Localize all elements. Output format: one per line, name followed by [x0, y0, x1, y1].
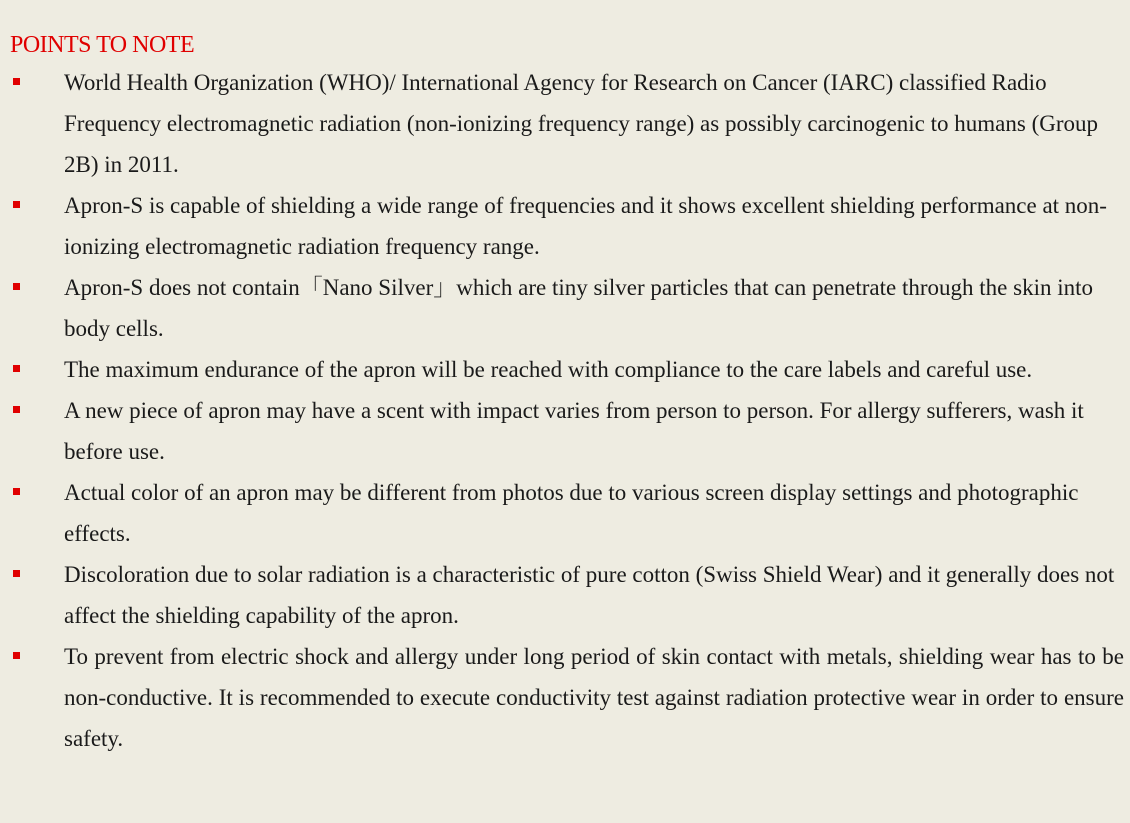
bullet-square-icon [13, 283, 20, 290]
bullet-square-icon [13, 406, 20, 413]
bullet-square-icon [13, 652, 20, 659]
list-item [10, 636, 1130, 759]
bullet-square-icon [13, 201, 20, 208]
list-item [10, 472, 1130, 554]
point-text: World Health Organization (WHO)/ International Agency for Research on Cancer (IARC) classified Radio Frequency electromagnetic radiation (non-ionizing frequency range) as possibly carcinogenic to humans (Group 2B) in 2011. [64, 70, 1099, 177]
point-text: To prevent from electric shock and allergy under long period of skin contact with metals, shielding wear has to be non-conductive. It is recommended to execute conductivity test against radiation protective wear in order to ensure safety. [64, 644, 1124, 751]
point-text: A new piece of apron may have a scent with impact varies from person to person. For allergy sufferers, wash it before use. [64, 398, 1084, 464]
bullet-square-icon [13, 365, 20, 372]
point-text: Actual color of an apron may be different from photos due to various screen display settings and photographic effects. [64, 480, 1079, 546]
list-item [10, 62, 1130, 185]
section-heading: POINTS TO NOTE [10, 32, 195, 58]
bullet-square-icon [13, 78, 20, 85]
point-text: Apron-S is capable of shielding a wide range of frequencies and it shows excellent shielding performance at non-ionizing electromagnetic radiation frequency range. [64, 193, 1107, 259]
list-item [10, 267, 1130, 349]
point-text: Apron-S does not contain「Nano Silver」which are tiny silver particles that can penetrate through the skin into body cells. [64, 275, 1093, 341]
bullet-square-icon [13, 488, 20, 495]
bullet-square-icon [13, 570, 20, 577]
point-text: The maximum endurance of the apron will be reached with compliance to the care labels and careful use. [64, 357, 1033, 382]
list-item [10, 390, 1130, 472]
list-item [10, 554, 1130, 636]
list-item [10, 349, 1130, 390]
point-text: Discoloration due to solar radiation is a characteristic of pure cotton (Swiss Shield Wear) and it generally does not affect the shielding capability of the apron. [64, 562, 1115, 628]
list-item [10, 185, 1130, 267]
points-list [10, 62, 1130, 759]
